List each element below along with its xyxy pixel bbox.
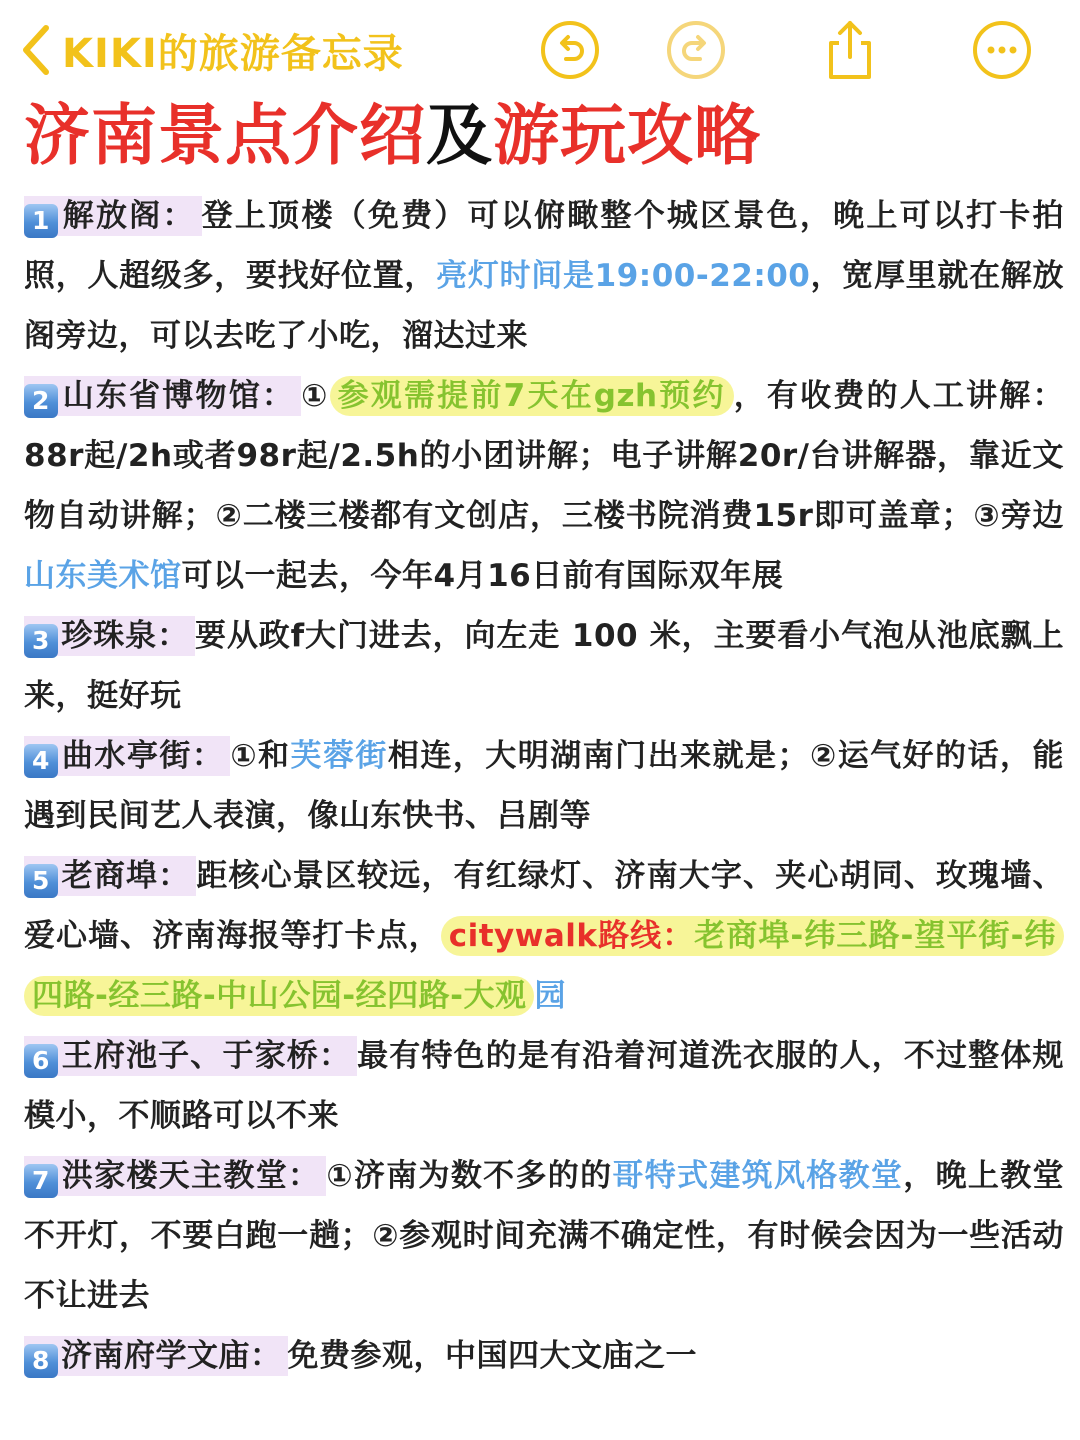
top-navigation-bar (0, 0, 1080, 100)
number-badge-icon: 6 (24, 1044, 58, 1078)
back-title: KIKI的旅游备忘录 (62, 30, 404, 77)
number-badge-icon: 7 (24, 1164, 58, 1198)
number-badge-icon: 5 (24, 864, 58, 898)
more-button[interactable] (970, 18, 1034, 82)
attraction-name: 山东省博物馆： (61, 378, 296, 414)
share-icon (819, 17, 881, 83)
item-text: 要从政f大门进去，向左走 100 米，主要看小气泡从池底飘上来，挺好玩 (24, 618, 1065, 714)
attraction-label (24, 196, 202, 236)
item-text: ①济南为数不多的的 (326, 1158, 613, 1194)
attraction-item-8 (24, 1326, 1064, 1386)
attraction-item-2 (24, 366, 1064, 606)
attraction-label (24, 1036, 357, 1076)
attraction-label (24, 376, 301, 416)
attraction-item-7 (24, 1146, 1064, 1326)
highlight-text: 亮灯时间是19:00-22:00 (436, 258, 811, 294)
attraction-item-1 (24, 186, 1064, 366)
number-badge-icon: 4 (24, 744, 58, 778)
highlight-text: 芙蓉街 (290, 738, 388, 774)
title-part-3: 游玩攻略 (493, 97, 761, 174)
item-text: ①和 (230, 738, 291, 774)
item-text: ① (301, 378, 330, 414)
share-button[interactable] (818, 18, 882, 82)
chevron-left-icon (18, 22, 54, 78)
attraction-item-3 (24, 606, 1064, 726)
route-path: 老商埠-纬三路-望平街-纬四路-经三路-中山公园-经四路-大观 (32, 918, 1056, 1014)
number-badge-icon: 2 (24, 384, 58, 418)
attraction-name: 曲水亭街： (61, 738, 225, 774)
page-title (24, 94, 761, 178)
redo-icon (665, 19, 727, 81)
undo-icon (539, 19, 601, 81)
attraction-name: 解放阁： (61, 198, 196, 234)
item-text: 免费参观，中国四大文庙之一 (287, 1338, 697, 1374)
note-content[interactable] (24, 186, 1064, 1386)
attraction-label (24, 736, 230, 776)
back-button[interactable] (18, 18, 404, 82)
undo-button[interactable] (538, 18, 602, 82)
attraction-label (24, 1156, 326, 1196)
attraction-item-4 (24, 726, 1064, 846)
attraction-name: 王府池子、于家桥： (61, 1038, 352, 1074)
redo-button[interactable] (664, 18, 728, 82)
number-badge-icon: 3 (24, 624, 58, 658)
title-part-1: 济南景点介绍 (24, 97, 426, 174)
attraction-name: 老商埠： (61, 858, 191, 894)
attraction-item-6 (24, 1026, 1064, 1146)
highlight-text: 山东美术馆 (24, 558, 182, 594)
highlight-text: 参观需提前7天在gzh预约 (330, 376, 734, 416)
attraction-name: 洪家楼天主教堂： (61, 1158, 321, 1194)
more-icon (971, 19, 1033, 81)
route-label: citywalk路线： (448, 918, 695, 954)
attraction-name: 济南府学文庙： (61, 1338, 282, 1374)
highlight-text: 哥特式建筑风格教堂 (612, 1158, 904, 1194)
attraction-item-5 (24, 846, 1064, 1026)
number-badge-icon: 1 (24, 204, 58, 238)
number-badge-icon: 8 (24, 1344, 58, 1378)
attraction-label (24, 856, 196, 896)
item-text: ，有收费的人工讲解：88r起/2h或者98r起/2.5h的小团讲解；电子讲解20r/台讲解器，靠近文物自动讲解；②二楼三楼都有文创店，三楼书院消费15r即可盖章；③旁边 (24, 378, 1065, 534)
item-text: ，晚上教堂不开灯，不要白跑一趟；②参观时间充满不确定性，有时候会因为一些活动不让进去 (24, 1158, 1065, 1314)
attraction-label (24, 1336, 288, 1376)
route-end: 园 (534, 978, 566, 1014)
item-text: 登上顶楼（免费）可以俯瞰整个城区景色，晚上可以打卡拍照，人超级多，要找好位置， (24, 198, 1065, 294)
attraction-name: 珍珠泉： (61, 618, 189, 654)
item-text: 相连，大明湖南门出来就是；②运气好的话，能遇到民间艺人表演，像山东快书、吕剧等 (24, 738, 1065, 834)
title-part-2: 及 (426, 97, 493, 174)
attraction-label (24, 616, 195, 656)
item-text: 距核心景区较远，有红绿灯、济南大字、夹心胡同、玫瑰墙、爱心墙、济南海报等打卡点， (24, 858, 1065, 954)
item-text: 可以一起去，今年4月16日前有国际双年展 (181, 558, 784, 594)
item-text: ，宽厚里就在解放阁旁边，可以去吃了小吃，溜达过来 (24, 258, 1064, 354)
item-text: 最有特色的是有沿着河道洗衣服的人，不过整体规模小，不顺路可以不来 (24, 1038, 1065, 1134)
